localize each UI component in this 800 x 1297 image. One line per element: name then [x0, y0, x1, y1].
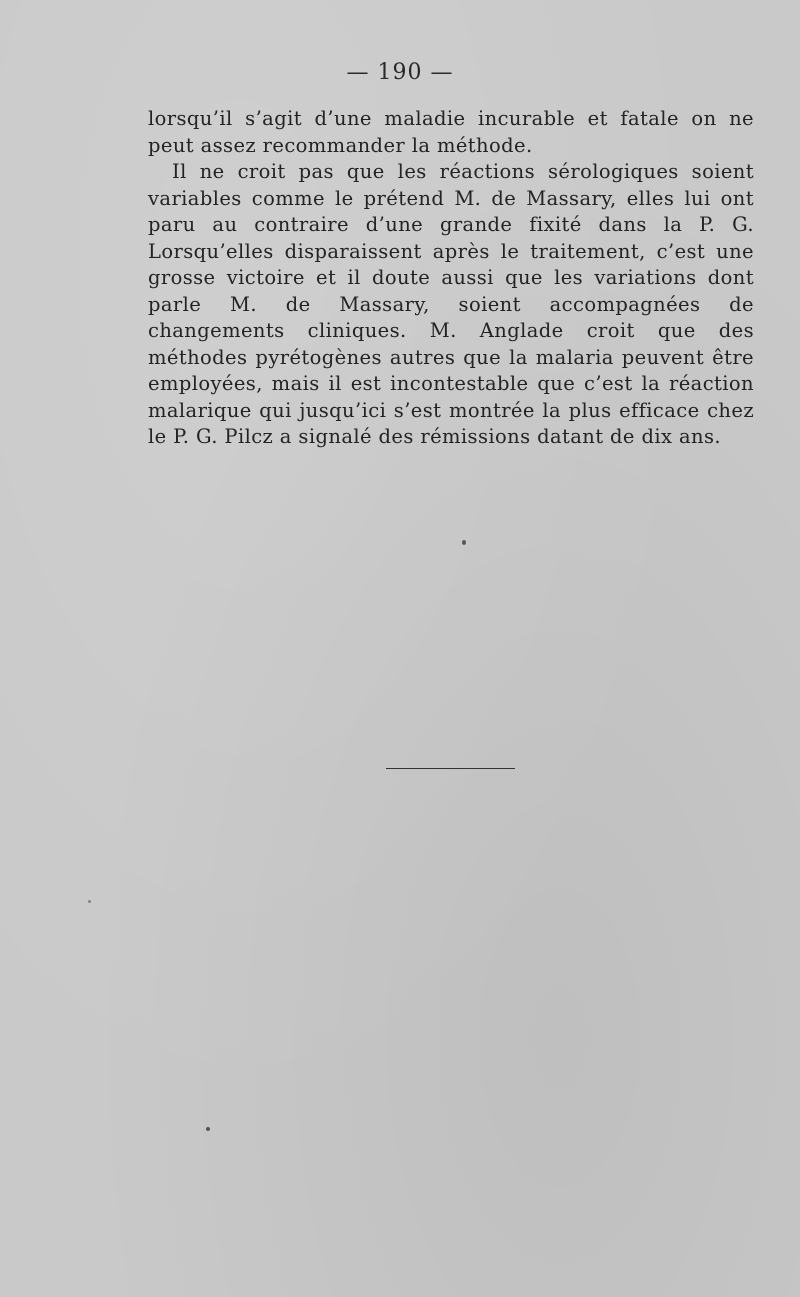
paper-speck: [462, 540, 466, 545]
paper-speck: [206, 1127, 210, 1131]
page-number: — 190 —: [346, 60, 454, 85]
paragraph-1: lorsqu’il s’agit d’une maladie incurable et fatale on ne peut assez recommander la méthode.: [148, 107, 754, 157]
section-end-rule: [386, 768, 515, 769]
paper-speck: [88, 900, 91, 903]
paragraph-2: Il ne croit pas que les réactions sérologiques soient variables comme le prétend M. de Massary, elles lui ont paru au contraire d’une grande fixité dans la P. G. Lorsqu’elles disparaissent après le traitement, c’est une grosse victoire et il doute aussi que les variations dont parle M. de Massary, soient accompagnées de changements cliniques. M. Anglade croit que des méthodes pyrétogènes autres que la malaria peuvent être employées, mais il est incontestable que c’est la réaction malarique qui jusqu’ici s’est montrée la plus efficace chez le P. G. Pilcz a signalé des rémissions datant de dix ans.: [148, 160, 754, 448]
body-text: [148, 106, 754, 451]
